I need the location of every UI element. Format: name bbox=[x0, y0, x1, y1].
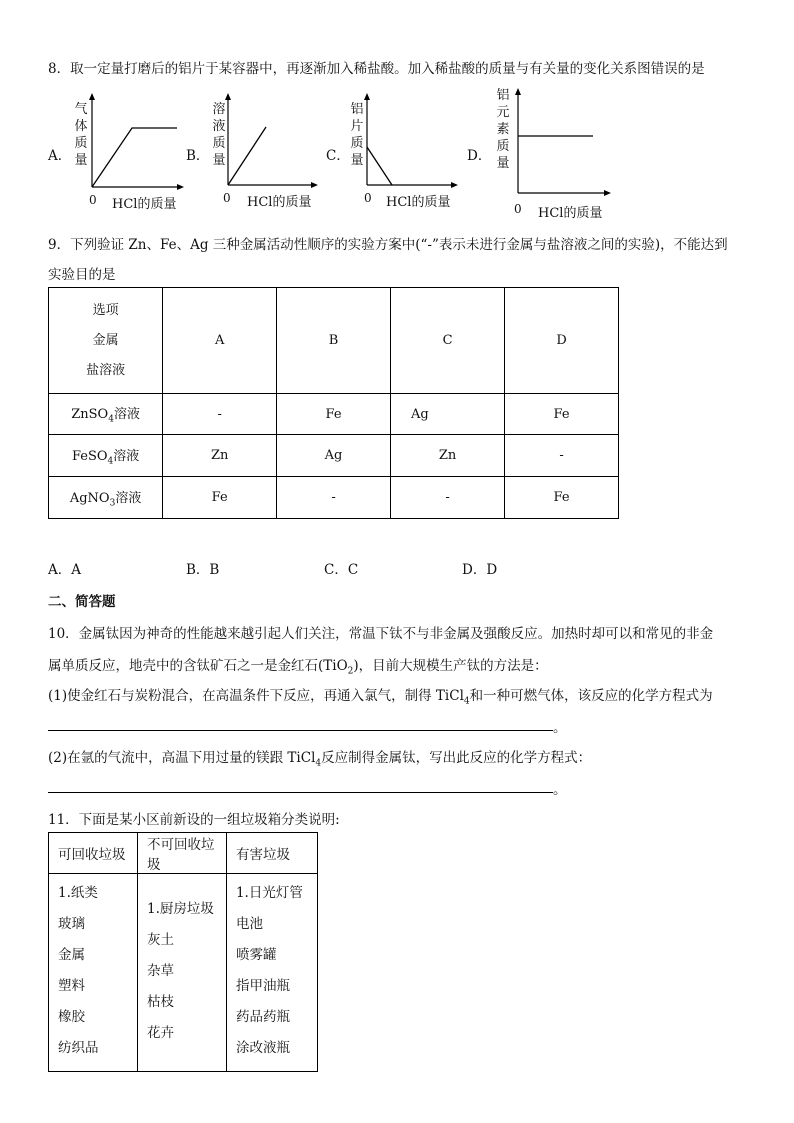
q11-header-recyclable: 可回收垃圾 bbox=[49, 833, 138, 874]
graph-d-origin: 0 bbox=[514, 202, 522, 216]
q9-cell: Zn bbox=[163, 435, 277, 477]
q11-col-recyclable bbox=[49, 874, 138, 1072]
q11-col-nonrecyclable bbox=[137, 874, 226, 1072]
q9-col-a: A bbox=[163, 288, 277, 394]
q8-stem: 8．取一定量打磨后的铝片于某容器中，再逐渐加入稀盐酸。加入稀盐酸的质量与有关量的变化关系图错误的是 bbox=[48, 61, 705, 77]
q9-header-option: 选项 bbox=[92, 302, 119, 318]
graph-a-option: A． bbox=[48, 148, 72, 164]
q9-header-metal: 金属 bbox=[92, 332, 119, 348]
q11-stem: 11．下面是某小区前新设的一组垃圾箱分类说明: bbox=[48, 812, 340, 828]
q9-cell: Zn bbox=[390, 435, 504, 477]
q9-col-b: B bbox=[277, 288, 391, 394]
list-item: 指甲油瓶 bbox=[235, 978, 290, 994]
graph-c bbox=[323, 95, 473, 215]
q10-period-1: 。 bbox=[553, 720, 567, 736]
graph-a-curve bbox=[92, 128, 177, 187]
graph-d-xlabel: HCl的质量 bbox=[538, 206, 603, 221]
q9-row3-salt: AgNO$_3$溶液 bbox=[49, 477, 163, 519]
q9-choice-d: D．D bbox=[462, 562, 498, 578]
list-item: 电池 bbox=[235, 916, 263, 932]
list-item: 喷雾罐 bbox=[235, 947, 277, 963]
q10-answer-blank-1[interactable] bbox=[48, 730, 553, 731]
q10-part2: (2)在氩的气流中，高温下用过量的镁跟 TiCl$_4$反应制得金属钛，写出此反应的化学方程式： bbox=[48, 750, 592, 769]
q9-col-d: D bbox=[505, 288, 619, 394]
section-title: 二、简答题 bbox=[48, 594, 116, 610]
list-item: 枯枝 bbox=[146, 994, 174, 1010]
list-item: 涂改液瓶 bbox=[235, 1040, 290, 1056]
list-item: 1.日光灯管 bbox=[235, 885, 303, 901]
q9-cell: Fe bbox=[277, 394, 391, 435]
list-item: 塑料 bbox=[58, 978, 85, 994]
table-row bbox=[49, 435, 619, 477]
graph-a bbox=[45, 95, 195, 215]
q10-answer-blank-2[interactable] bbox=[48, 792, 553, 793]
q9-row2-salt: FeSO$_4$溶液 bbox=[49, 435, 163, 477]
q9-header-solution: 盐溶液 bbox=[86, 362, 126, 378]
q9-cell: - bbox=[505, 435, 619, 477]
list-item: 药品药瓶 bbox=[235, 1009, 290, 1025]
graph-a-ylabel: 气体质量 bbox=[74, 102, 88, 168]
q9-cell: - bbox=[163, 394, 277, 435]
q10-intro-line1: 10．金属钛因为神奇的性能越来越引起人们关注，常温下钛不与非金属及强酸反应。加热时却可以和常见的非金 bbox=[48, 626, 714, 642]
graph-b bbox=[183, 95, 333, 215]
graph-b-xlabel: HCl的质量 bbox=[247, 195, 312, 210]
graph-c-option: C． bbox=[326, 148, 350, 164]
list-item: 灰土 bbox=[146, 932, 174, 948]
graph-b-option: B． bbox=[186, 148, 210, 164]
list-item: 玻璃 bbox=[58, 916, 85, 932]
list-item: 花卉 bbox=[146, 1025, 174, 1041]
q9-cell: Ag bbox=[390, 394, 504, 435]
graph-d bbox=[466, 88, 626, 223]
q9-cell: Fe bbox=[505, 394, 619, 435]
q9-cell: - bbox=[390, 477, 504, 519]
graph-b-curve bbox=[228, 127, 266, 185]
graph-c-origin: 0 bbox=[364, 191, 372, 205]
q10-intro-line2: 属单质反应，地壳中的含钛矿石之一是金红石(TiO$_2$)，目前大规模生产钛的方法是： bbox=[48, 658, 548, 677]
graph-d-option: D． bbox=[467, 148, 492, 164]
list-item: 橡胶 bbox=[58, 1009, 85, 1025]
q9-cell: - bbox=[277, 477, 391, 519]
q9-cell: Ag bbox=[277, 435, 391, 477]
q9-col-c: C bbox=[390, 288, 504, 394]
graph-c-curve bbox=[367, 147, 392, 185]
list-item: 金属 bbox=[58, 947, 85, 963]
q11-header-nonrecyclable: 不可回收垃圾 bbox=[137, 833, 226, 874]
q9-row1-salt: ZnSO$_4$溶液 bbox=[49, 394, 163, 435]
list-item: 1.厨房垃圾 bbox=[146, 901, 214, 917]
q9-stem-line2: 实验目的是 bbox=[48, 267, 116, 283]
list-item: 杂草 bbox=[146, 963, 174, 979]
q9-stem-line1: 9．下列验证 Zn、Fe、Ag 三种金属活动性顺序的实验方案中(“-”表示未进行金属与盐溶液之间的实验)，不能达到 bbox=[48, 237, 728, 253]
q9-cell: Fe bbox=[505, 477, 619, 519]
q9-header-diag bbox=[49, 288, 163, 394]
graph-c-xlabel: HCl的质量 bbox=[386, 195, 451, 210]
list-item: 1.纸类 bbox=[58, 885, 98, 901]
q9-table bbox=[48, 287, 619, 519]
table-row bbox=[49, 477, 619, 519]
graph-a-xlabel: HCl的质量 bbox=[112, 197, 177, 212]
q10-part1: (1)使金红石与炭粉混合，在高温条件下反应，再通入氯气，制得 TiCl$_4$和一种可燃气体，该反应的化学方程式为 bbox=[48, 688, 713, 707]
q11-header-hazardous: 有害垃圾 bbox=[226, 833, 317, 874]
list-item: 纺织品 bbox=[58, 1040, 99, 1056]
q9-choice-c: C．C bbox=[324, 562, 359, 578]
q9-choice-a: A．A bbox=[48, 562, 81, 578]
q9-cell: Fe bbox=[163, 477, 277, 519]
graph-b-origin: 0 bbox=[223, 191, 231, 205]
graph-d-ylabel: 铝元素质量 bbox=[496, 88, 510, 171]
q10-period-2: 。 bbox=[553, 782, 567, 798]
q11-col-hazardous bbox=[226, 874, 317, 1072]
table-row bbox=[49, 394, 619, 435]
q11-table bbox=[48, 832, 318, 1072]
graph-c-ylabel: 铝片质量 bbox=[350, 102, 364, 168]
graph-b-ylabel: 溶液质量 bbox=[212, 102, 226, 168]
q9-choice-b: B．B bbox=[186, 562, 220, 578]
graph-a-origin: 0 bbox=[89, 193, 97, 207]
